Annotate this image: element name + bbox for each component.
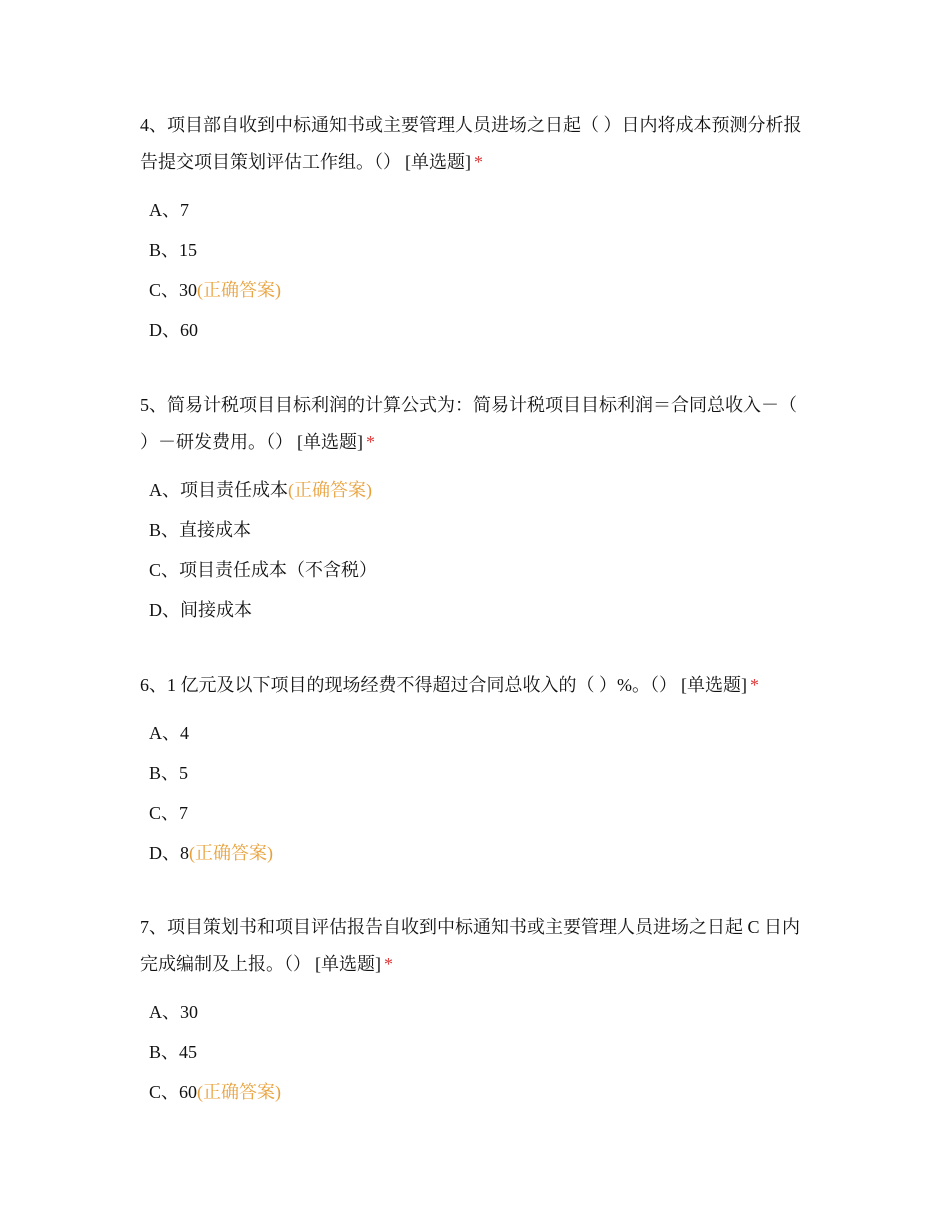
option-a[interactable]: A、4 — [149, 723, 189, 743]
option-list — [140, 992, 810, 1112]
option-b[interactable]: B、15 — [149, 240, 198, 260]
question-text: 6、1 亿元及以下项目的现场经费不得超过合同总收入的（ ）%。（） [单选题] * — [140, 675, 759, 695]
option-c[interactable]: C、60(正确答案) — [149, 1082, 282, 1102]
option-d[interactable]: D、8(正确答案) — [149, 843, 273, 863]
required-mark: * — [366, 432, 375, 452]
option-a[interactable]: A、30 — [149, 1002, 198, 1022]
question-type: [单选题] — [405, 152, 471, 172]
option-list — [140, 190, 810, 350]
required-mark: * — [384, 954, 393, 974]
question-6 — [140, 667, 810, 873]
option-b[interactable]: B、45 — [149, 1042, 198, 1062]
question-5 — [140, 387, 810, 630]
option-b[interactable]: B、直接成本 — [149, 520, 252, 540]
correct-answer-mark: (正确答案) — [288, 480, 372, 500]
required-mark: * — [750, 675, 759, 695]
question-7 — [140, 909, 810, 1112]
question-text: 4、项目部自收到中标通知书或主要管理人员进场之日起（ ）日内将成本预测分析报告提交项目策划评估工作组。（） [单选题] * — [140, 115, 802, 172]
option-d[interactable]: D、60 — [149, 320, 198, 340]
correct-answer-mark: (正确答案) — [197, 280, 282, 300]
option-c[interactable]: C、7 — [149, 803, 189, 823]
question-type: [单选题] — [315, 954, 381, 974]
option-c[interactable]: C、30(正确答案) — [149, 280, 282, 300]
question-4 — [140, 107, 810, 350]
option-list — [140, 713, 810, 873]
option-d[interactable]: D、间接成本 — [149, 600, 252, 620]
question-text: 7、项目策划书和项目评估报告自收到中标通知书或主要管理人员进场之日起 C 日内完成编制及上报。（） [单选题] * — [140, 917, 801, 974]
question-type: [单选题] — [681, 675, 747, 695]
option-a[interactable]: A、7 — [149, 200, 189, 220]
question-text: 5、简易计税项目目标利润的计算公式为：简易计税项目目标利润＝合同总收入－（ ）－研发费用。（） [单选题] * — [140, 395, 797, 452]
question-type: [单选题] — [297, 432, 363, 452]
option-b[interactable]: B、5 — [149, 763, 189, 783]
option-list — [140, 470, 810, 630]
correct-answer-mark: (正确答案) — [197, 1082, 282, 1102]
option-c[interactable]: C、项目责任成本（不含税） — [149, 560, 378, 580]
option-a[interactable]: A、项目责任成本(正确答案) — [149, 480, 372, 500]
required-mark: * — [474, 152, 483, 172]
correct-answer-mark: (正确答案) — [189, 843, 273, 863]
